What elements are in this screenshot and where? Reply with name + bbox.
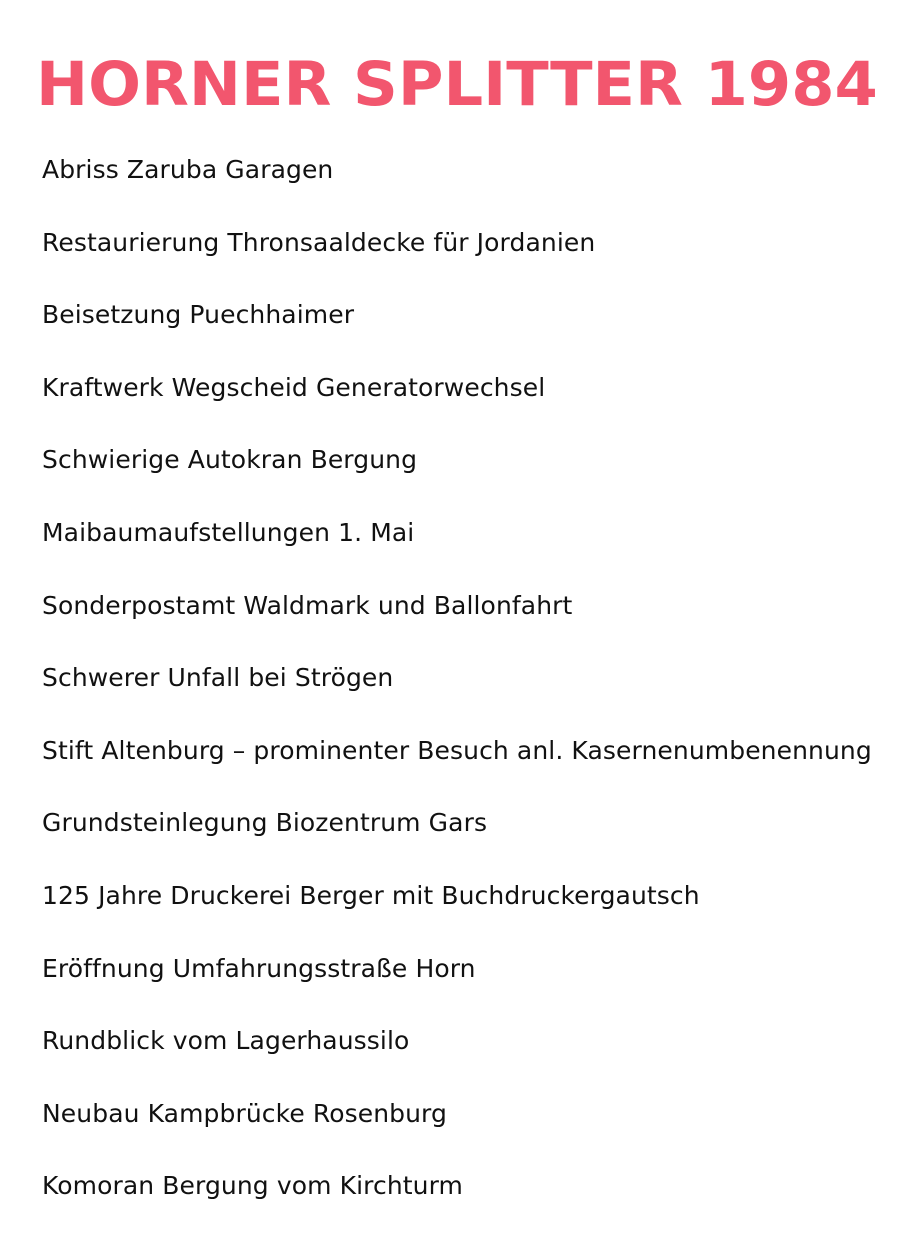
list-item: Sonderpostamt Waldmark und Ballonfahrt	[42, 590, 573, 620]
list-item: Schwierige Autokran Bergung	[42, 445, 418, 475]
list-item: 125 Jahre Druckerei Berger mit Buchdruckergautsch	[42, 880, 700, 910]
list-item: Neubau Kampbrücke Rosenburg	[42, 1098, 447, 1128]
list-item: Restaurierung Thronsaaldecke für Jordanien	[42, 227, 596, 257]
list-item: Eröffnung Umfahrungsstraße Horn	[42, 953, 476, 983]
list-item: Komoran Bergung vom Kirchturm	[42, 1171, 464, 1201]
list-item: Beisetzung Puechhaimer	[42, 300, 355, 330]
page-title: HORNER SPLITTER 1984	[36, 49, 878, 120]
event-list	[42, 144, 872, 1233]
list-item: Kraftwerk Wegscheid Generatorwechsel	[42, 372, 546, 402]
list-item: Rundblick vom Lagerhaussilo	[42, 1026, 410, 1056]
list-item: Schwerer Unfall bei Strögen	[42, 663, 394, 693]
list-item: Abriss Zaruba Garagen	[42, 155, 334, 184]
list-item: Stift Altenburg – prominenter Besuch anl. Kasernenumbenennung	[42, 735, 872, 765]
list-item: Grundsteinlegung Biozentrum Gars	[42, 808, 488, 838]
list-item: Maibaumaufstellungen 1. Mai	[42, 517, 415, 547]
